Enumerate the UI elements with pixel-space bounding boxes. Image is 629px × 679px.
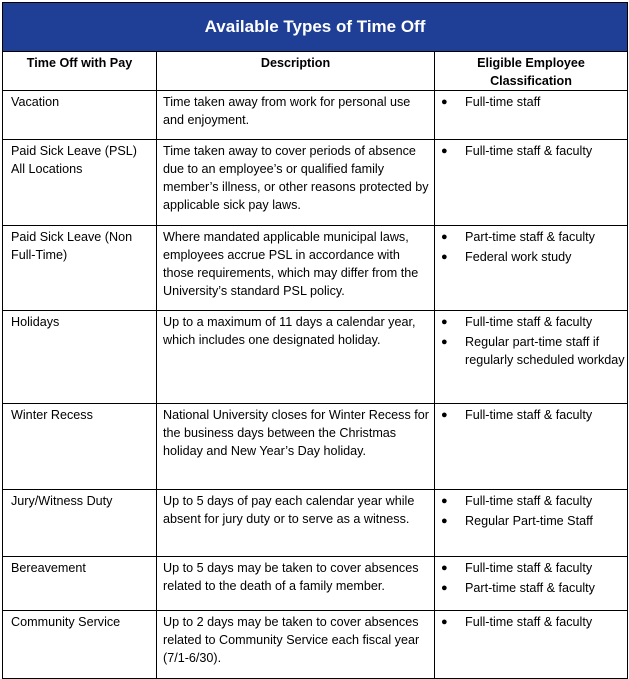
table-row [3,140,628,226]
eligibility-text: Full-time staff & faculty [465,494,593,508]
bullet-icon: ● [441,231,448,243]
time-off-table [2,2,628,679]
eligibility-text: Full-time staff & faculty [465,561,593,575]
eligibility-item [439,142,625,160]
eligibility-text: Part-time staff & faculty [465,230,595,244]
eligibility-item [439,613,625,631]
eligible-classification [435,404,628,490]
time-off-description: Up to a maximum of 11 days a calendar year, which includes one designated holiday. [157,311,435,404]
eligibility-list [439,313,625,369]
bullet-icon: ● [441,145,448,157]
time-off-description: Up to 5 days of pay each calendar year while absent for jury duty or to serve as a witness. [157,490,435,557]
table-row [3,404,628,490]
column-header-description: Description [157,52,435,91]
eligibility-item [439,559,625,577]
bullet-icon: ● [441,316,448,328]
table-row [3,557,628,611]
bullet-icon: ● [441,562,448,574]
eligibility-list [439,613,625,631]
eligible-classification [435,557,628,611]
eligibility-item [439,512,625,530]
eligibility-list [439,142,625,160]
time-off-description: Up to 5 days may be taken to cover absences related to the death of a family member. [157,557,435,611]
eligibility-text: Full-time staff [465,95,541,109]
time-off-type: Bereavement [3,557,157,611]
eligibility-text: Part-time staff & faculty [465,581,595,595]
eligibility-item [439,579,625,597]
eligibility-text: Full-time staff & faculty [465,315,593,329]
eligible-classification [435,140,628,226]
time-off-type: Jury/Witness Duty [3,490,157,557]
eligibility-list [439,228,625,266]
table-row [3,311,628,404]
eligibility-item [439,248,625,266]
time-off-type: Paid Sick Leave (Non Full-Time) [3,226,157,311]
bullet-icon: ● [441,515,448,527]
time-off-description: Time taken away from work for personal use and enjoyment. [157,91,435,140]
time-off-description: Where mandated applicable municipal laws, employees accrue PSL in accordance with those requirements, which may differ from the University’s standard PSL policy. [157,226,435,311]
bullet-icon: ● [441,495,448,507]
eligibility-item [439,406,625,424]
eligibility-list [439,406,625,424]
eligibility-text: Full-time staff & faculty [465,615,593,629]
column-header-eligible: Eligible Employee Classification [435,52,628,91]
eligibility-item [439,228,625,246]
eligibility-text: Regular part-time staff if regularly scheduled workday [465,335,625,367]
bullet-icon: ● [441,96,448,108]
time-off-type: Community Service [3,611,157,679]
table-row [3,490,628,557]
eligible-classification [435,490,628,557]
table-row [3,611,628,679]
header-row [3,52,628,91]
bullet-icon: ● [441,616,448,628]
time-off-type: Winter Recess [3,404,157,490]
table-row [3,91,628,140]
table-title: Available Types of Time Off [3,3,628,52]
bullet-icon: ● [441,582,448,594]
bullet-icon: ● [441,336,448,348]
time-off-description: National University closes for Winter Recess for the business days between the Christmas holiday and New Year’s Day holiday. [157,404,435,490]
time-off-description: Up to 2 days may be taken to cover absences related to Community Service each fiscal year (7/1-6/30). [157,611,435,679]
eligibility-item [439,492,625,510]
eligibility-text: Regular Part-time Staff [465,514,593,528]
eligibility-text: Full-time staff & faculty [465,144,593,158]
eligibility-item [439,313,625,331]
eligible-classification [435,91,628,140]
eligibility-item [439,93,625,111]
eligibility-list [439,559,625,597]
eligibility-list [439,492,625,530]
time-off-description: Time taken away to cover periods of absence due to an employee’s or qualified family member’s illness, or other reasons protected by applicable sick pay laws. [157,140,435,226]
bullet-icon: ● [441,251,448,263]
eligibility-text: Federal work study [465,250,572,264]
time-off-type: Vacation [3,91,157,140]
eligible-classification [435,611,628,679]
eligibility-list [439,93,625,111]
eligible-classification [435,311,628,404]
title-row [3,3,628,52]
time-off-type: Holidays [3,311,157,404]
time-off-type: Paid Sick Leave (PSL) All Locations [3,140,157,226]
table-row [3,226,628,311]
eligible-classification [435,226,628,311]
bullet-icon: ● [441,409,448,421]
column-header-type: Time Off with Pay [3,52,157,91]
eligibility-text: Full-time staff & faculty [465,408,593,422]
eligibility-item [439,333,625,369]
